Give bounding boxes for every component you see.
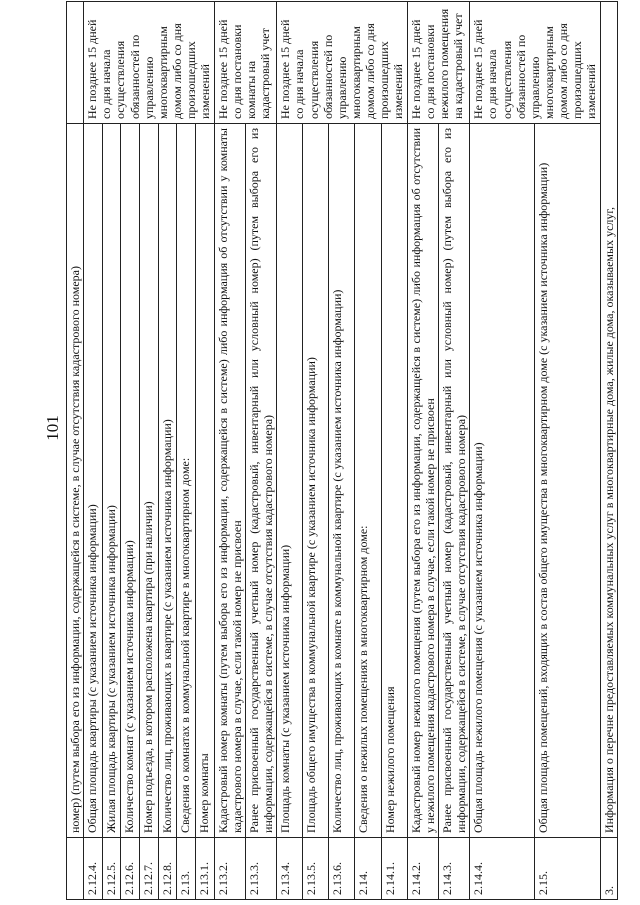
- row-text: Сведения о нежилых помещениях в многоквартирном доме:: [355, 124, 381, 838]
- section-number: 3.: [600, 838, 617, 900]
- row-text: Общая площадь нежилого помещения (с указанием источника информации): [470, 124, 535, 838]
- row-text: Количество комнат (с указанием источника информации): [121, 124, 140, 838]
- table-row: [195, 2, 214, 900]
- row-number: 2.12.4.: [84, 838, 103, 900]
- row-deadline: Не позднее 15 дней со дня постановки комнаты на кадастровый учет: [214, 2, 277, 124]
- table-row: [121, 2, 140, 900]
- table-row: [277, 2, 303, 900]
- table-row: [140, 2, 159, 900]
- row-number: 2.13.4.: [277, 838, 303, 900]
- row-text: Номер комнаты: [195, 124, 214, 838]
- row-number: 2.14.2.: [407, 838, 438, 900]
- row-deadline: Не позднее 15 дней со дня начала осуществления обязанностей по управлению многоквартирным домом либо со дня произошедших изменений: [84, 2, 214, 124]
- row-deadline: [67, 2, 84, 124]
- row-deadline: Не позднее 15 дней со дня начала осуществления обязанностей по управлению многоквартирным домом либо со дня произошедших изменений: [277, 2, 407, 124]
- table-row: [470, 2, 535, 900]
- row-number: 2.13.1.: [195, 838, 214, 900]
- page-number: 101: [43, 415, 62, 441]
- row-number: 2.14.3.: [438, 838, 469, 900]
- row-text: Количество лиц, проживающих в квартире (с указанием источника информации): [158, 124, 177, 838]
- table-row: [438, 2, 469, 900]
- table-row: [158, 2, 177, 900]
- table-row: [407, 2, 438, 900]
- row-number: 2.15.: [535, 838, 600, 900]
- row-text: Кадастровый номер нежилого помещения (путем выбора его из информации, содержащейся в системе) либо информация об отсутствии у нежилого помещения кадастрового номера в случае, если такой номер не присвоен: [407, 124, 438, 838]
- row-deadline: Не позднее 15 дней со дня постановки нежилого помещения на кадастровый учет: [407, 2, 470, 124]
- table-row: [84, 2, 103, 900]
- row-text: Ранее присвоенный государственный учетный номер (кадастровый, инвентарный или условный номер) (путем выбора его из информации, содержащейся в системе, в случае отсутствия кадастрового номера): [245, 124, 276, 838]
- row-number: 2.12.8.: [158, 838, 177, 900]
- row-number: 2.13.6.: [329, 838, 355, 900]
- row-number: 2.12.5.: [102, 838, 121, 900]
- row-text: номер) (путем выбора его из информации, содержащейся в системе, в случае отсутствия кадастрового номера): [67, 124, 84, 838]
- section-row: [600, 2, 617, 900]
- row-text: Ранее присвоенный государственный учетный номер (кадастровый, инвентарный или условный номер) (путем выбора его из информации, содержащейся в системе, в случае отсутствия кадастрового номера): [438, 124, 469, 838]
- row-text: Жилая площадь квартиры (с указанием источника информации): [102, 124, 121, 838]
- row-number: 2.13.2.: [214, 838, 245, 900]
- row-deadline: Не позднее 15 дней со дня начала осуществления обязанностей по управлению многоквартирным домом либо со дня произошедших изменений: [470, 2, 600, 124]
- row-number: 2.12.6.: [121, 838, 140, 900]
- row-number: [67, 838, 84, 900]
- row-text: Сведения о комнатах в коммунальной квартире в многоквартирном доме:: [177, 124, 196, 838]
- table-row: [67, 2, 84, 900]
- row-number: 2.14.1.: [381, 838, 407, 900]
- row-text: Номер подъезда, в котором расположена квартира (при наличии): [140, 124, 159, 838]
- row-text: Номер нежилого помещения: [381, 124, 407, 838]
- row-text: Общая площадь квартиры (с указанием источника информации): [84, 124, 103, 838]
- table-row: [381, 2, 407, 900]
- requirements-table: [66, 1, 618, 900]
- table-row: [245, 2, 276, 900]
- row-number: 2.14.: [355, 838, 381, 900]
- table-row: [102, 2, 121, 900]
- table-row: [329, 2, 355, 900]
- section-text: Информация о перечне предоставляемых коммунальных услуг в многоквартирные дома, жилые дома, оказываемых услуг,: [600, 2, 617, 838]
- row-number: 2.14.4.: [470, 838, 535, 900]
- row-number: 2.13.3.: [245, 838, 276, 900]
- row-text: Общая площадь помещений, входящих в состав общего имущества в многоквартирном доме (с указанием источника информации): [535, 124, 600, 838]
- table-row: [177, 2, 196, 900]
- table-row: [355, 2, 381, 900]
- row-number: 2.12.7.: [140, 838, 159, 900]
- table-row: [214, 2, 245, 900]
- row-text: Площадь комнаты (с указанием источника информации): [277, 124, 303, 838]
- table-row: [535, 2, 600, 900]
- table-row: [303, 2, 329, 900]
- row-text: Количество лиц, проживающих в комнате в коммунальной квартире (с указанием источника информации): [329, 124, 355, 838]
- row-text: Площадь общего имущества в коммунальной квартире (с указанием источника информации): [303, 124, 329, 838]
- row-number: 2.13.5.: [303, 838, 329, 900]
- row-text: Кадастровый номер комнаты (путем выбора его из информации, содержащейся в системе) либо информация об отсутствии у комнаты кадастрового номера в случае, если такой номер не присвоен: [214, 124, 245, 838]
- row-number: 2.13.: [177, 838, 196, 900]
